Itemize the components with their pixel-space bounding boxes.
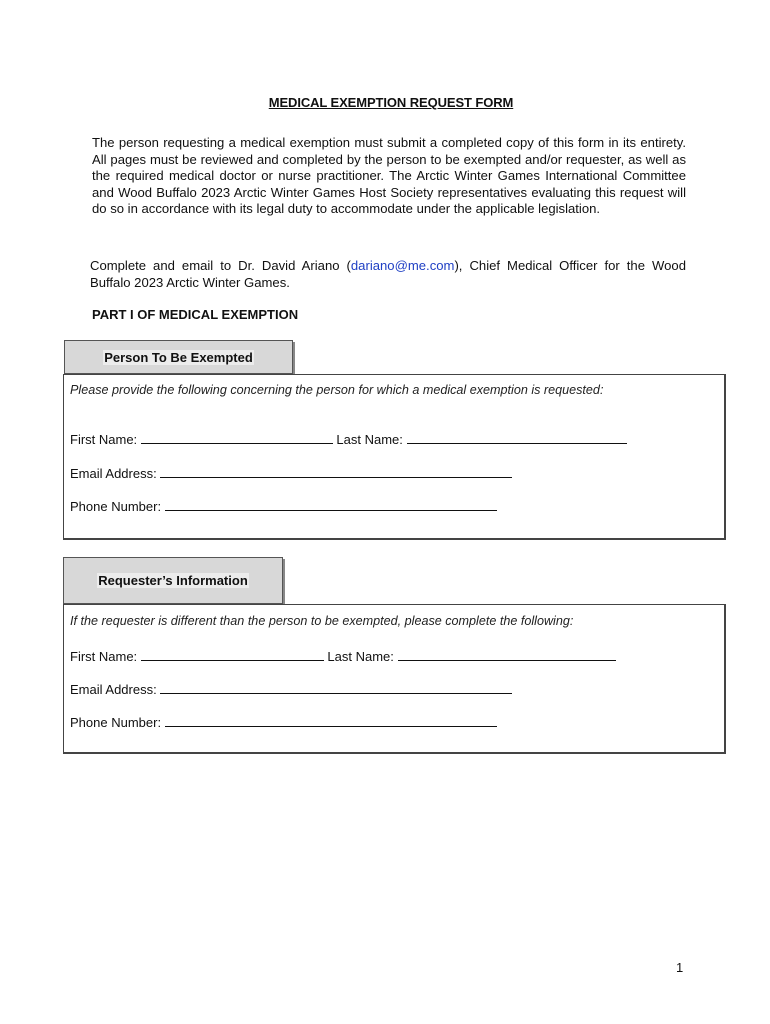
exempted-name-row: [70, 430, 627, 447]
exempted-first-name-field[interactable]: [141, 430, 333, 444]
form-title: MEDICAL EXEMPTION REQUEST FORM: [268, 95, 514, 110]
exempted-phone-field[interactable]: [165, 497, 497, 511]
exempted-phone-row: [70, 497, 497, 514]
requester-info-tab: [63, 557, 283, 604]
exempted-last-name-field[interactable]: [407, 430, 627, 444]
exempted-last-name-label: Last Name:: [336, 432, 403, 447]
requester-first-name-label: First Name:: [70, 649, 138, 664]
exempted-email-label: Email Address:: [70, 466, 157, 481]
intro-paragraph: The person requesting a medical exemption must submit a completed copy of this form in its entirety. All pages must be reviewed and completed by the person to be exempted and/or requester, as well as the required medical doctor or nurse practitioner. The Arctic Winter Games International Committee and Wood Buffalo 2023 Arctic Winter Games Host Society representatives evaluating this request will do so in accordance with its legal duty to accommodate under the applicable legislation.: [92, 135, 686, 216]
exempted-first-name-label: First Name:: [70, 432, 138, 447]
contact-text-before: Complete and email to Dr. David Ariano (: [90, 258, 351, 273]
exempted-phone-label: Phone Number:: [70, 499, 162, 514]
requester-email-row: [70, 680, 512, 697]
exempted-email-row: [70, 464, 512, 481]
requester-phone-row: [70, 713, 497, 730]
requester-email-field[interactable]: [160, 680, 512, 694]
requester-first-name-field[interactable]: [141, 647, 324, 661]
person-exempted-tab: [64, 340, 293, 374]
page-number: 1: [676, 960, 684, 975]
requester-phone-label: Phone Number:: [70, 715, 162, 730]
requester-instruction: If the requester is different than the person to be exempted, please complete the following:: [70, 614, 574, 628]
contact-text-after: ), Chief Medical Officer for the Wood Buffalo 2023 Arctic Winter Games.: [90, 258, 686, 290]
requester-info-tab-label: Requester’s Information: [98, 573, 248, 588]
contact-email-link[interactable]: dariano@me.com: [350, 258, 455, 273]
requester-email-label: Email Address:: [70, 682, 157, 697]
requester-last-name-label: Last Name:: [327, 649, 394, 664]
person-exempted-section: [63, 374, 726, 540]
contact-paragraph: [90, 258, 686, 291]
requester-last-name-field[interactable]: [398, 647, 616, 661]
exempted-email-field[interactable]: [160, 464, 512, 478]
requester-name-row: [70, 647, 616, 664]
person-exempted-instruction: Please provide the following concerning the person for which a medical exemption is requested:: [70, 383, 604, 397]
part-heading: PART I OF MEDICAL EXEMPTION: [92, 307, 299, 322]
requester-info-section: [63, 604, 726, 754]
requester-phone-field[interactable]: [165, 713, 497, 727]
person-exempted-tab-label: Person To Be Exempted: [104, 349, 253, 365]
